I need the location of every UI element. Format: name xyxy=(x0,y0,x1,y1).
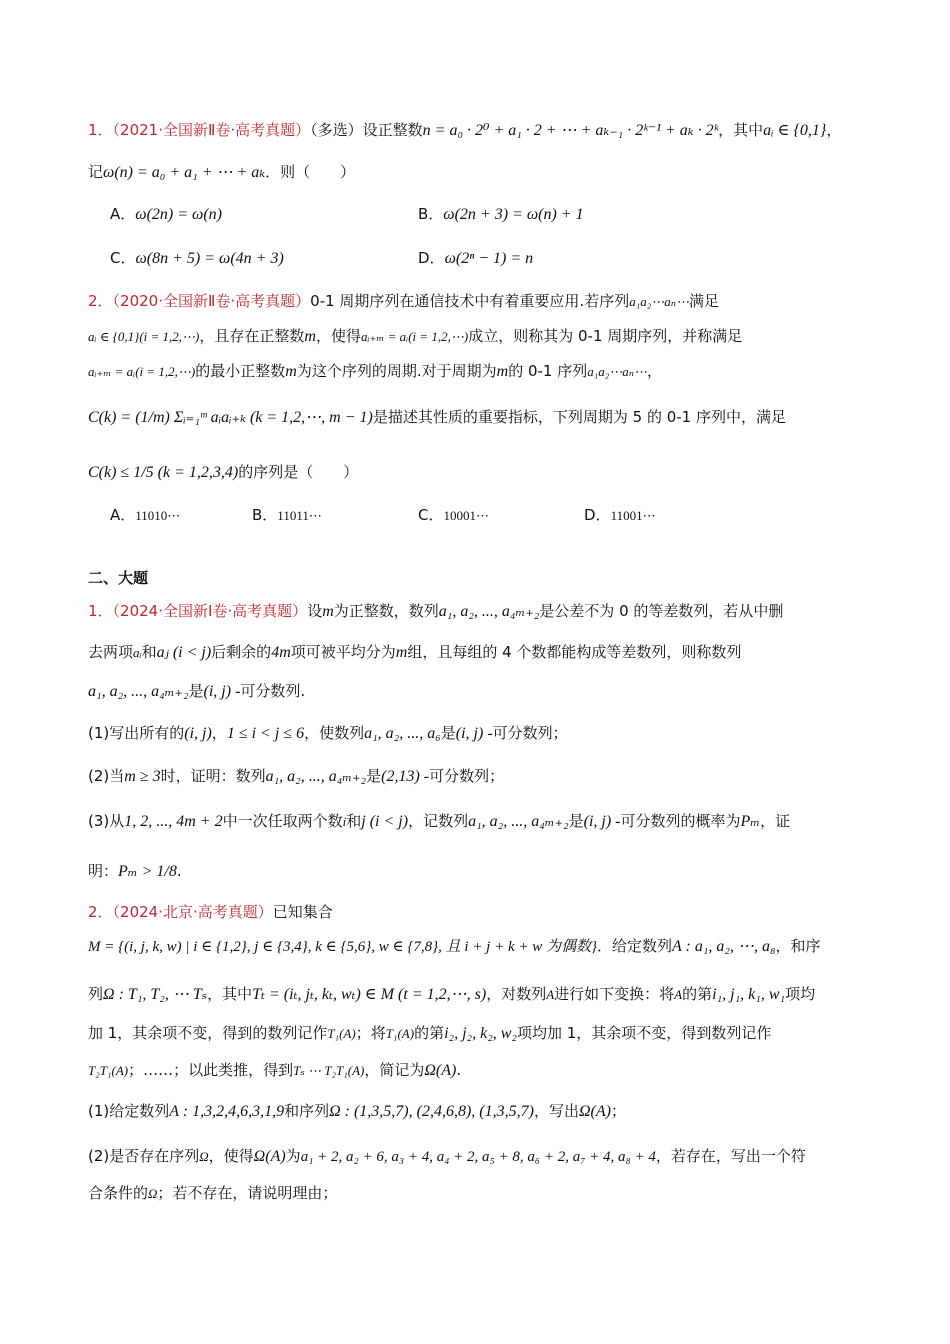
mc-q1-formula-omega: ω(n) = a₀ + a₁ + ⋯ + aₖ xyxy=(103,164,266,181)
text: 为正整数，数列 xyxy=(333,602,439,620)
mc-q2-l3-mid2: 为这个序列的周期.对于周期为 xyxy=(296,362,497,380)
text: ，使数列 xyxy=(304,724,365,742)
text: 去两项 xyxy=(88,643,134,661)
text: 是公差不为 0 的等差数列，若从中删 xyxy=(539,602,784,620)
text: ；若不存在，请说明理由； xyxy=(157,1184,338,1202)
mc-q2-l2-mid: ，且存在正整数 xyxy=(199,327,305,345)
mc-q1-formula-n: n = a₀ · 2⁰ + a₁ · 2 + ⋯ + aₖ₋₁ · 2ᵏ⁻¹ + aₖ · 2ᵏ xyxy=(422,122,719,139)
text: 已知集合 xyxy=(272,903,333,921)
big-q2-part1 xyxy=(88,1100,626,1123)
option-value: 11001⋯ xyxy=(610,508,656,523)
text: 时，证明：数列 xyxy=(160,767,266,785)
math-idx: i₂, j₂, k₂, w₂ xyxy=(444,1025,517,1042)
math-seq: a₁ + 2, a₂ + 6, a₃ + 4, a₄ + 2, a₅ + 8, a₆ + 2, a₇ + 4, a₈ + 4 xyxy=(300,1149,656,1165)
text: (1)写出所有的 xyxy=(88,724,185,742)
mc-q2-line1 xyxy=(88,290,719,313)
text: 的第 xyxy=(682,985,713,1003)
math-ij: (i, j) - xyxy=(203,683,241,700)
math-aj: aⱼ (i < j) xyxy=(156,644,212,661)
math-ij: (i, j) - xyxy=(583,813,621,830)
text: 是 xyxy=(440,724,456,742)
text: ，若存在，写出一个符 xyxy=(655,1147,806,1165)
math-4m: 4m xyxy=(271,644,291,661)
math-idx: i₁, j₁, k₁, w₁ xyxy=(712,986,786,1003)
math-tst: Tₛ ⋯ T₂T₁(A) xyxy=(293,1063,365,1078)
mc-q1-line1 xyxy=(88,119,841,142)
mc-q2-l2-end: 成立，则称其为 0-1 周期序列，并称满足 xyxy=(468,327,743,345)
text: 是 xyxy=(568,812,584,830)
math-a: A xyxy=(674,987,683,1002)
big-q2-line1 xyxy=(88,901,333,923)
math-seq: a₁, a₂, ..., a₄ₘ₊₂ xyxy=(468,813,569,830)
math-j: j (i < j) xyxy=(361,813,409,830)
mc-q2-l4-end: 是描述其性质的重要指标，下列周期为 5 的 0-1 序列中，满足 xyxy=(372,408,786,426)
text: ，简记为 xyxy=(364,1061,425,1079)
math-omega: Ω xyxy=(199,1149,209,1164)
math-seq: a₁, a₂, ..., a₄ₘ₊₂ xyxy=(438,603,540,620)
math-set-m: M = {(i, j, k, w) | i ∈ {1,2}, j ∈ {3,4}, k ∈ {5,6}, w ∈ {7,8}, 且 i + j + k + w 为偶数} xyxy=(88,939,597,955)
math-t1a: T₁(A) xyxy=(327,1026,356,1041)
mc-q2-formula-c: C(k) = (1/m) Σᵢ₌₁ᵐ aᵢaᵢ₊ₖ (k = 1,2,⋯, m − 1) xyxy=(88,409,373,426)
mc-q2-option-a xyxy=(110,504,180,527)
text: 可分数列； xyxy=(429,767,505,785)
option-value: 10001⋯ xyxy=(443,508,489,523)
text: 组，且每组的 4 个数都能构成等差数列，则称数列 xyxy=(407,643,742,661)
math-omega-a: Ω(A) xyxy=(253,1148,286,1165)
math-omega-a: Ω(A) xyxy=(424,1062,457,1079)
math-t2t1a: T₂T₁(A) xyxy=(88,1063,129,1078)
text: ．给定数列 xyxy=(597,937,673,955)
mc-q2-cond: aᵢ ∈ {0,1}(i = 1,2,⋯) xyxy=(88,329,200,344)
mc-q2-l3-mid: 的最小正整数 xyxy=(195,362,286,380)
mc-q1-option-b xyxy=(418,203,584,226)
math-omega: Ω : T₁, T₂, ⋯ Tₛ xyxy=(103,986,208,1003)
big-q2-line2 xyxy=(88,935,821,958)
text: ，和序 xyxy=(775,937,821,955)
mc-q2-option-b xyxy=(252,504,322,527)
mc-q2-l2-mid2: ，使得 xyxy=(315,327,361,345)
math-seq: a₁, a₂, ..., a₆ xyxy=(364,725,441,742)
text: ；……；以此类推，得到 xyxy=(128,1061,294,1079)
big-q2-part2 xyxy=(88,1145,806,1168)
big-q1-line2 xyxy=(88,641,741,664)
text: ，写出 xyxy=(533,1102,579,1120)
math-i: i xyxy=(342,814,347,829)
text: 是 xyxy=(366,767,382,785)
text: ； xyxy=(610,1102,626,1120)
text: . xyxy=(456,1061,462,1079)
text: (2)当 xyxy=(88,767,125,785)
text: 可分数列. xyxy=(240,682,306,700)
mc-q2-text: 0-1 周期序列在通信技术中有着重要应用.若序列 xyxy=(310,292,630,310)
mc-q2-m2: m xyxy=(285,363,297,380)
mc-q1-text-end: ， xyxy=(826,121,842,139)
mc-q2-cond3: aᵢ₊ₘ = aᵢ(i = 1,2,⋯) xyxy=(88,364,196,379)
text: ，使得 xyxy=(208,1147,254,1165)
mc-q1-cond: aᵢ ∈ {0,1} xyxy=(763,122,827,139)
text: 进行如下变换：将 xyxy=(554,985,675,1003)
mc-q2-line4 xyxy=(88,406,786,429)
text: 项均 xyxy=(785,985,816,1003)
math-m: m xyxy=(322,603,334,620)
math-ij: (2,13) - xyxy=(381,768,430,785)
option-label: A． xyxy=(110,205,136,223)
mc-q1-option-d xyxy=(418,247,533,270)
math-pm: Pₘ xyxy=(740,813,761,830)
mc-q1-number: 1． xyxy=(88,121,113,139)
big-q1-line1 xyxy=(88,600,783,623)
math-t1a: T₁(A) xyxy=(385,1026,415,1041)
text: (2)是否存在序列 xyxy=(88,1147,200,1165)
math-ij: (i, j) xyxy=(184,725,212,742)
math-cond: 1 ≤ i < j ≤ 6 xyxy=(226,725,305,742)
option-label: C． xyxy=(418,506,444,524)
math-seq-a: A : a₁, a₂, ⋯, a₈ xyxy=(672,938,776,955)
mc-q2-l3-mid3: 的 0-1 序列 xyxy=(508,362,588,380)
mc-q1-l2-start: 记 xyxy=(88,163,104,181)
mc-q2-seq2: a₁a₂⋯aₙ⋯ xyxy=(587,364,648,379)
big-q1-part3 xyxy=(88,810,790,833)
mc-q2-l5-end: 的序列是（ ） xyxy=(238,463,359,481)
text: (3)从 xyxy=(88,812,125,830)
text: . xyxy=(176,862,182,880)
mc-q2-line5 xyxy=(88,461,358,484)
text: 列 xyxy=(88,985,104,1003)
option-label: A． xyxy=(110,506,136,524)
mc-q2-cond2: aᵢ₊ₘ = aᵢ(i = 1,2,⋯) xyxy=(360,329,469,344)
math-omega: Ω xyxy=(148,1186,158,1201)
mc-q2-line2 xyxy=(88,325,742,348)
math-cond: m ≥ 3 xyxy=(124,768,161,785)
text: 和序列 xyxy=(284,1102,330,1120)
mc-q1-text: （多选）设正整数 xyxy=(310,121,423,139)
mc-q2-number: 2． xyxy=(88,292,113,310)
text: 合条件的 xyxy=(88,1184,149,1202)
text: 和 xyxy=(346,812,362,830)
big-q2-line4 xyxy=(88,1022,771,1045)
mc-q2-text-end: 满足 xyxy=(689,292,720,310)
mc-q2-m: m xyxy=(304,328,316,345)
text: 是 xyxy=(188,682,204,700)
mc-q2-formula-c-le: C(k) ≤ 1/5 (k = 1,2,3,4) xyxy=(88,464,239,481)
text: ，记数列 xyxy=(408,812,469,830)
text: 后剩余的 xyxy=(211,643,272,661)
text: 中一次任取两个数 xyxy=(222,812,343,830)
text: ，其中 xyxy=(207,985,253,1003)
option-formula: ω(8n + 5) = ω(4n + 3) xyxy=(135,250,284,267)
text: 项可被平均分为 xyxy=(290,643,396,661)
option-value: 11010⋯ xyxy=(135,508,181,523)
text: 设 xyxy=(307,602,323,620)
text: 可分数列的概率为 xyxy=(620,812,741,830)
option-value: 11011⋯ xyxy=(277,508,322,523)
big-q2-part2b xyxy=(88,1182,337,1205)
mc-q2-source: （2020·全国新Ⅱ卷·高考真题） xyxy=(112,292,311,310)
mc-q1-line2 xyxy=(88,161,355,184)
option-label: C． xyxy=(110,249,136,267)
mc-q1-text-mid: ，其中 xyxy=(718,121,764,139)
big-q1-part2 xyxy=(88,765,504,788)
mc-q1-l2-end: ．则（ ） xyxy=(265,163,356,181)
mc-q2-option-c xyxy=(418,504,489,527)
math-omega-a: Ω(A) xyxy=(578,1103,611,1120)
text: 项均加 1，其余项不变，得到数列记作 xyxy=(517,1024,772,1042)
option-label: D． xyxy=(418,249,445,267)
math-t: Tₜ = (iₜ, jₜ, kₜ, wₜ) ∈ M (t = 1,2,⋯, s) xyxy=(252,986,487,1003)
big-q1-part1 xyxy=(88,722,568,745)
big-q1-number: 1． xyxy=(88,602,113,620)
big-q2-line5 xyxy=(88,1059,461,1082)
math-omega: Ω : (1,3,5,7), (2,4,6,8), (1,3,5,7) xyxy=(329,1103,534,1120)
math-seq: a₁, a₂, ..., a₄ₘ₊₂ xyxy=(88,683,189,700)
big-q2-line3 xyxy=(88,983,815,1006)
mc-q1-option-a xyxy=(110,203,222,226)
text: 可分数列； xyxy=(492,724,568,742)
text: 的第 xyxy=(414,1024,445,1042)
math-ai: aᵢ xyxy=(133,645,142,660)
big-q2-source: （2024·北京·高考真题） xyxy=(112,903,273,921)
section-title: 二、大题 xyxy=(88,569,149,587)
math-seq: a₁, a₂, ..., a₄ₘ₊₂ xyxy=(265,768,367,785)
math-inequality: Pₘ > 1/8 xyxy=(118,863,177,880)
math-seq-a: A : 1,3,2,4,6,3,1,9 xyxy=(169,1103,285,1120)
big-q2-number: 2． xyxy=(88,903,113,921)
option-formula: ω(2n + 3) = ω(n) + 1 xyxy=(443,206,584,223)
option-label: B． xyxy=(252,506,278,524)
option-formula: ω(2n) = ω(n) xyxy=(135,206,222,223)
math-a: A xyxy=(546,987,555,1002)
mc-q2-seq: a₁a₂⋯aₙ⋯ xyxy=(629,294,690,309)
text: ， xyxy=(211,724,227,742)
mc-q1-source: （2021·全国新Ⅱ卷·高考真题） xyxy=(112,121,311,139)
text: 加 1，其余项不变，得到的数列记作 xyxy=(88,1024,328,1042)
math-m: m xyxy=(395,644,408,661)
big-q1-source: （2024·全国新Ⅰ卷·高考真题） xyxy=(112,602,308,620)
option-label: D． xyxy=(584,506,611,524)
text: (1)给定数列 xyxy=(88,1102,170,1120)
big-q1-line3 xyxy=(88,680,305,703)
option-formula: ω(2ⁿ − 1) = n xyxy=(444,250,534,267)
text: ，证 xyxy=(760,812,791,830)
mc-q2-line3 xyxy=(88,360,662,383)
text: ；将 xyxy=(355,1024,386,1042)
mc-q1-option-c xyxy=(110,247,284,270)
mc-q2-m3: m xyxy=(496,363,509,380)
option-label: B． xyxy=(418,205,444,223)
math-set: 1, 2, ..., 4m + 2 xyxy=(124,813,223,830)
math-ij: (i, j) - xyxy=(455,725,493,742)
mc-q2-l3-end: ， xyxy=(647,362,663,380)
text: ，对数列 xyxy=(486,985,547,1003)
text: 为 xyxy=(285,1147,301,1165)
mc-q2-option-d xyxy=(584,504,656,527)
big-q1-part3b xyxy=(88,860,182,883)
text: 明： xyxy=(88,862,119,880)
text: 和 xyxy=(141,643,157,661)
